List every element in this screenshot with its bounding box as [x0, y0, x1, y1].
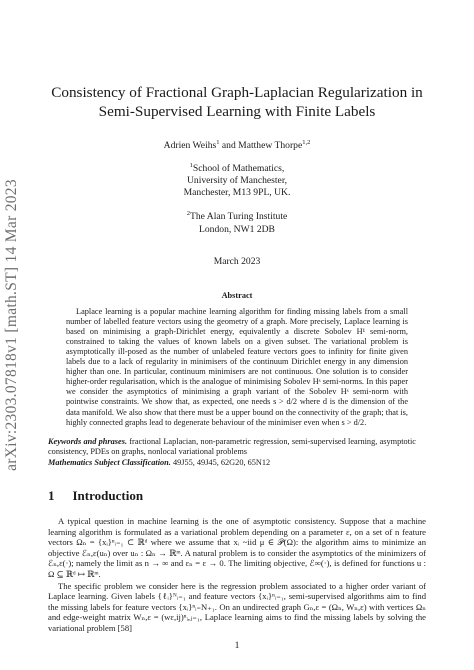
keywords-text: fractional Laplacian, non-parametric regression, semi-supervised learning, asymptotic consistency, PDEs on graphs, nonlocal variational problems — [48, 436, 416, 456]
page-number: 1 — [234, 640, 240, 651]
abstract-text: Laplace learning is a popular machine learning algorithm for finding missing labels from a small number of labelled feature vectors using the geometry of a graph. More precisely, Laplace learning is based on minimising a graph-Dirichlet energy, equivalently a discrete Sobolev H¹ semi-norm, constrained to taking the values of known labels on a given subset. The variational problem is asymptotically ill-posed as the number of unlabeled feature vectors goes to infinity for finite given labels due to a lack of regularity in minimisers of the continuum Dirichlet energy in any dimension higher than one. In particular, continuum minimisers are not continuous. One solution is to consider higher-order regularisation, which is the analogue of minimising Sobolev Hˢ semi-norms. In this paper we consider the asymptotics of minimising a graph variant of the Sobolev Hˢ semi-norm with pointwise constraints. We show that, as expected, one needs s > d/2 where d is the dimension of the data manifold. We also show that there must be a upper bound on the connectivity of the graph; that is, highly connected graphs lead to degenerate behaviour of the minimiser even when s > d/2. — [66, 306, 408, 427]
affiliation-line: Manchester, M13 9PL, UK. — [183, 187, 291, 199]
body-paragraph: A typical question in machine learning is the one of asymptotic consistency. Suppose that a machine learning algorithm is formulated as a variational problem depending on a parameter ε, on a set of n feature vectors Ωₙ = {xᵢ}ⁿᵢ₌₁ ⊂ ℝᵈ where we assume that xᵢ ~iid μ ∈ 𝒫(Ω): the algorithm aims to minimize an objective ℰₙ,ε(uₙ) over uₙ : Ωₙ → ℝᵐ. A natural problem is to consider the asymptotics of the minimizers of ℰₙ,ε(·); namely the limit as n → ∞ and εₙ = ε → 0. The limiting objective, ℰ∞(·), is defined for functions u : Ω ⊆ ℝᵈ ↦ ℝᵐ. — [48, 515, 426, 579]
abstract-heading: Abstract — [221, 290, 253, 300]
msc-classification — [48, 458, 426, 468]
author-conjunction: and — [219, 140, 239, 152]
author-name: Matthew Thorpe — [238, 140, 303, 152]
paper-page — [48, 0, 426, 634]
affiliation-line: London, NW1 2DB — [199, 223, 275, 235]
affiliation-line: School of Mathematics, — [192, 163, 285, 175]
arxiv-identifier-stamp — [2, 170, 22, 480]
msc-label: Mathematics Subject Classification. — [48, 457, 171, 467]
keywords-label: Keywords and phrases. — [48, 436, 128, 446]
affiliation-mark: 1,2 — [302, 139, 311, 146]
section-number: 1 — [48, 487, 55, 503]
arxiv-identifier-text: arXiv:2303.07818v1 [math.ST] 14 Mar 2023 — [3, 179, 20, 471]
author-list — [48, 139, 426, 151]
affiliation-1 — [48, 160, 426, 199]
publication-date: March 2023 — [213, 255, 261, 267]
title-line-1: Consistency of Fractional Graph-Laplacian Regularization in — [51, 84, 423, 101]
affiliation-mark: 2 — [186, 210, 190, 218]
author-name: Adrien Weihs — [163, 140, 217, 152]
affiliation-line: The Alan Turing Institute — [189, 211, 288, 223]
keywords — [48, 437, 416, 457]
affiliation-mark: 1 — [216, 139, 220, 146]
affiliation-2 — [48, 208, 426, 235]
body-paragraph: The specific problem we consider here is the regression problem associated to a higher order variant of Laplace learning. Given labels {ℓᵢ}ᴺᵢ₌₁ and feature vectors {xᵢ}ⁿᵢ₌₁, semi-supervised algorithms aim to find the missing labels for feature vectors {xᵢ}ⁿᵢ₌N₊₁. On an undirected graph Gₙ,ε = (Ωₙ, Wₙ,ε) with vertices Ωₙ and edge-weight matrix Wₙ,ε = (wε,ij)ⁿᵢ,ⱼ₌₁, Laplace learning aims to find the missing labels by solving the variational problem [58] — [48, 580, 426, 633]
affiliation-line: University of Manchester, — [186, 175, 288, 187]
section-title: Introduction — [72, 487, 144, 503]
section-heading — [48, 488, 426, 504]
paper-title — [48, 83, 426, 121]
title-line-2: Semi-Supervised Learning with Finite Labels — [98, 103, 376, 120]
affiliation-mark: 1 — [189, 162, 193, 170]
msc-codes: 49J55, 49J45, 62G20, 65N12 — [172, 457, 271, 467]
